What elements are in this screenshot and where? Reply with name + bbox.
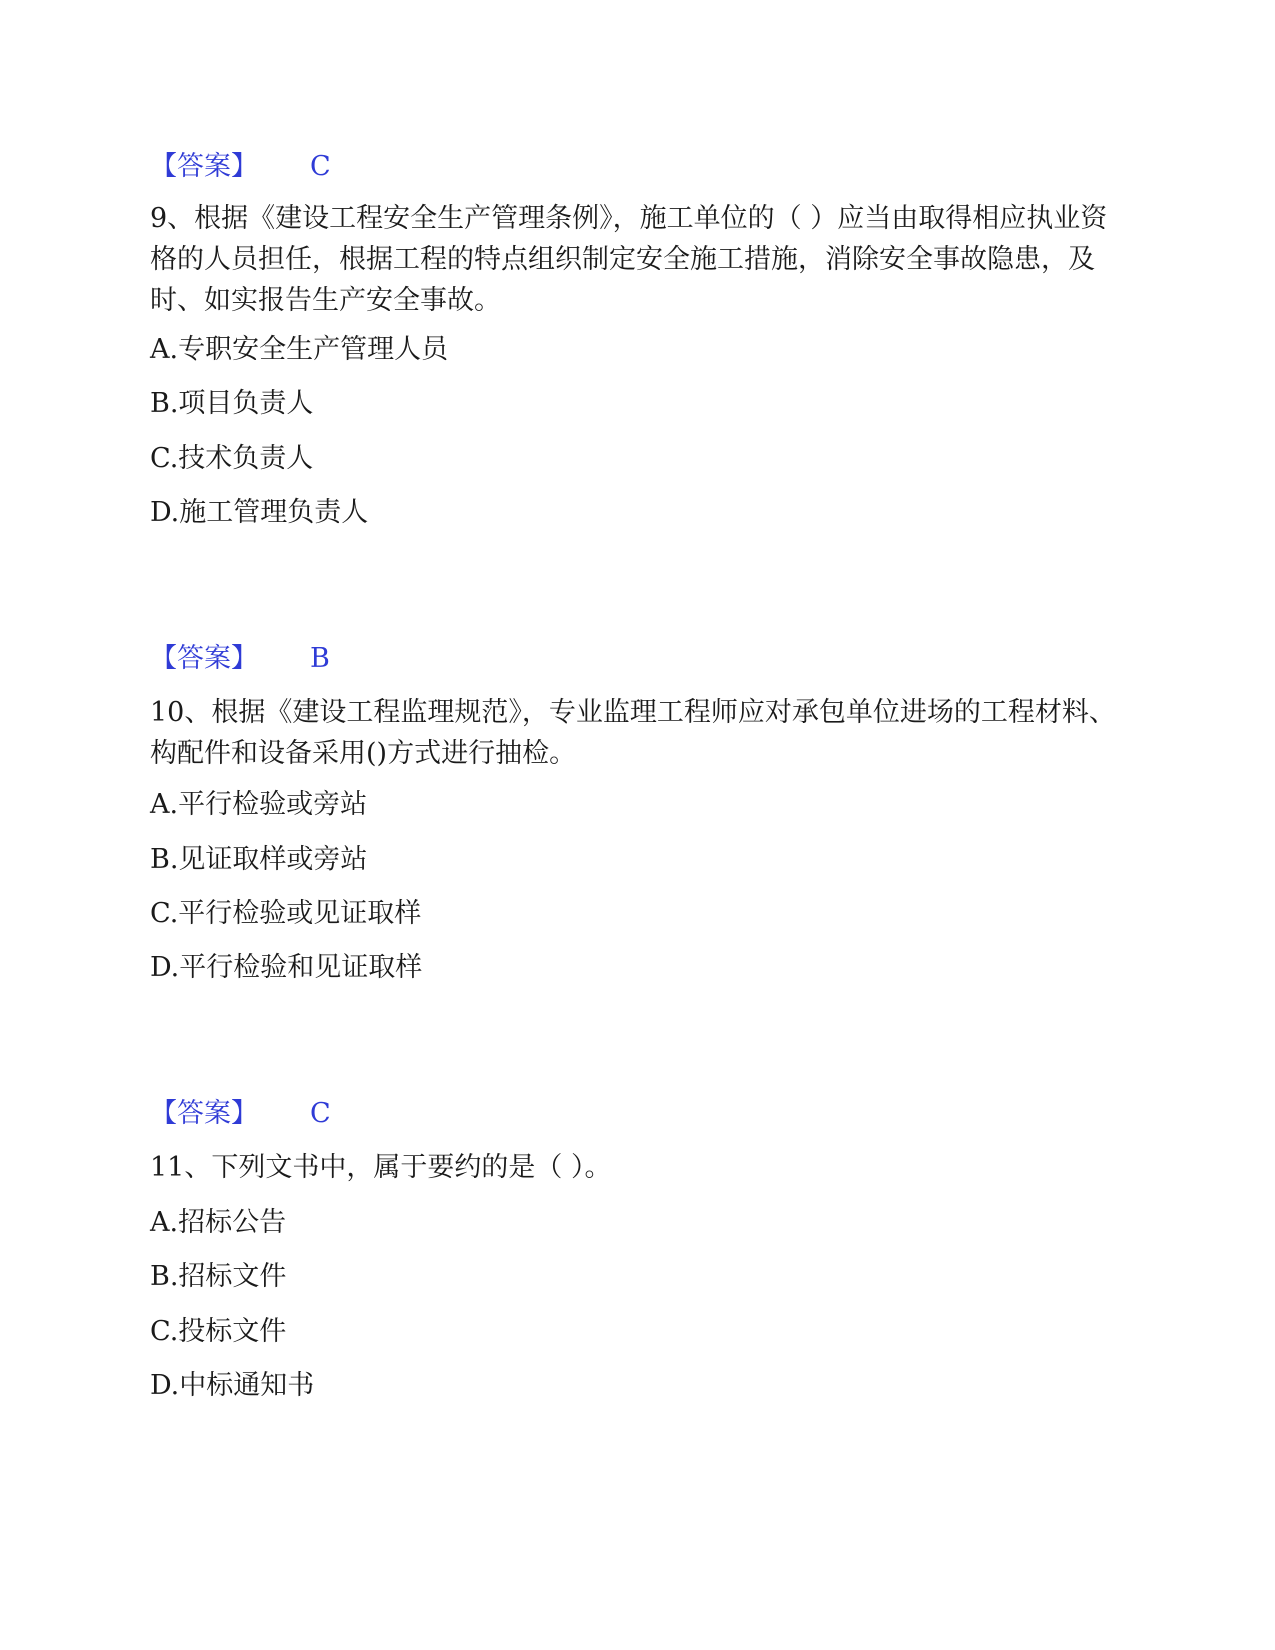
- answer-value: C: [310, 151, 331, 182]
- question-10-option-c: C.平行检验或见证取样: [150, 898, 422, 929]
- question-10-option-d: D.平行检验和见证取样: [150, 952, 423, 983]
- question-10-option-b: B.见证取样或旁站: [150, 844, 368, 875]
- answer-label: 【答案】: [150, 151, 258, 182]
- answer-line-q9: [150, 642, 330, 676]
- question-9-option-c: C.技术负责人: [150, 443, 314, 474]
- answer-label: 【答案】: [150, 643, 258, 674]
- question-9-text: 9、根据《建设工程安全生产管理条例》，施工单位的（ ）应当由取得相应执业资格的人员担任，根据工程的特点组织制定安全施工措施，消除安全事故隐患，及时、如实报告生产安全事故。: [150, 203, 1108, 316]
- question-11-option-a: A.招标公告: [150, 1207, 287, 1238]
- answer-line-q8: [150, 150, 331, 184]
- answer-line-q10: [150, 1097, 331, 1131]
- answer-value: B: [310, 643, 330, 674]
- question-9-option-d: D.施工管理负责人: [150, 497, 369, 528]
- question-11-option-d: D.中标通知书: [150, 1370, 315, 1401]
- question-11-text: 11、下列文书中，属于要约的是（ ）。: [150, 1152, 612, 1183]
- question-10-option-a: A.平行检验或旁站: [150, 789, 368, 820]
- question-11-option-b: B.招标文件: [150, 1261, 287, 1292]
- question-11-option-c: C.投标文件: [150, 1316, 287, 1347]
- question-9-option-b: B.项目负责人: [150, 388, 314, 419]
- question-10-text: 10、根据《建设工程监理规范》，专业监理工程师应对承包单位进场的工程材料、构配件和设备采用()方式进行抽检。: [150, 697, 1116, 769]
- answer-value: C: [310, 1098, 331, 1129]
- answer-label: 【答案】: [150, 1098, 258, 1129]
- question-9-option-a: A.专职安全生产管理人员: [150, 334, 449, 365]
